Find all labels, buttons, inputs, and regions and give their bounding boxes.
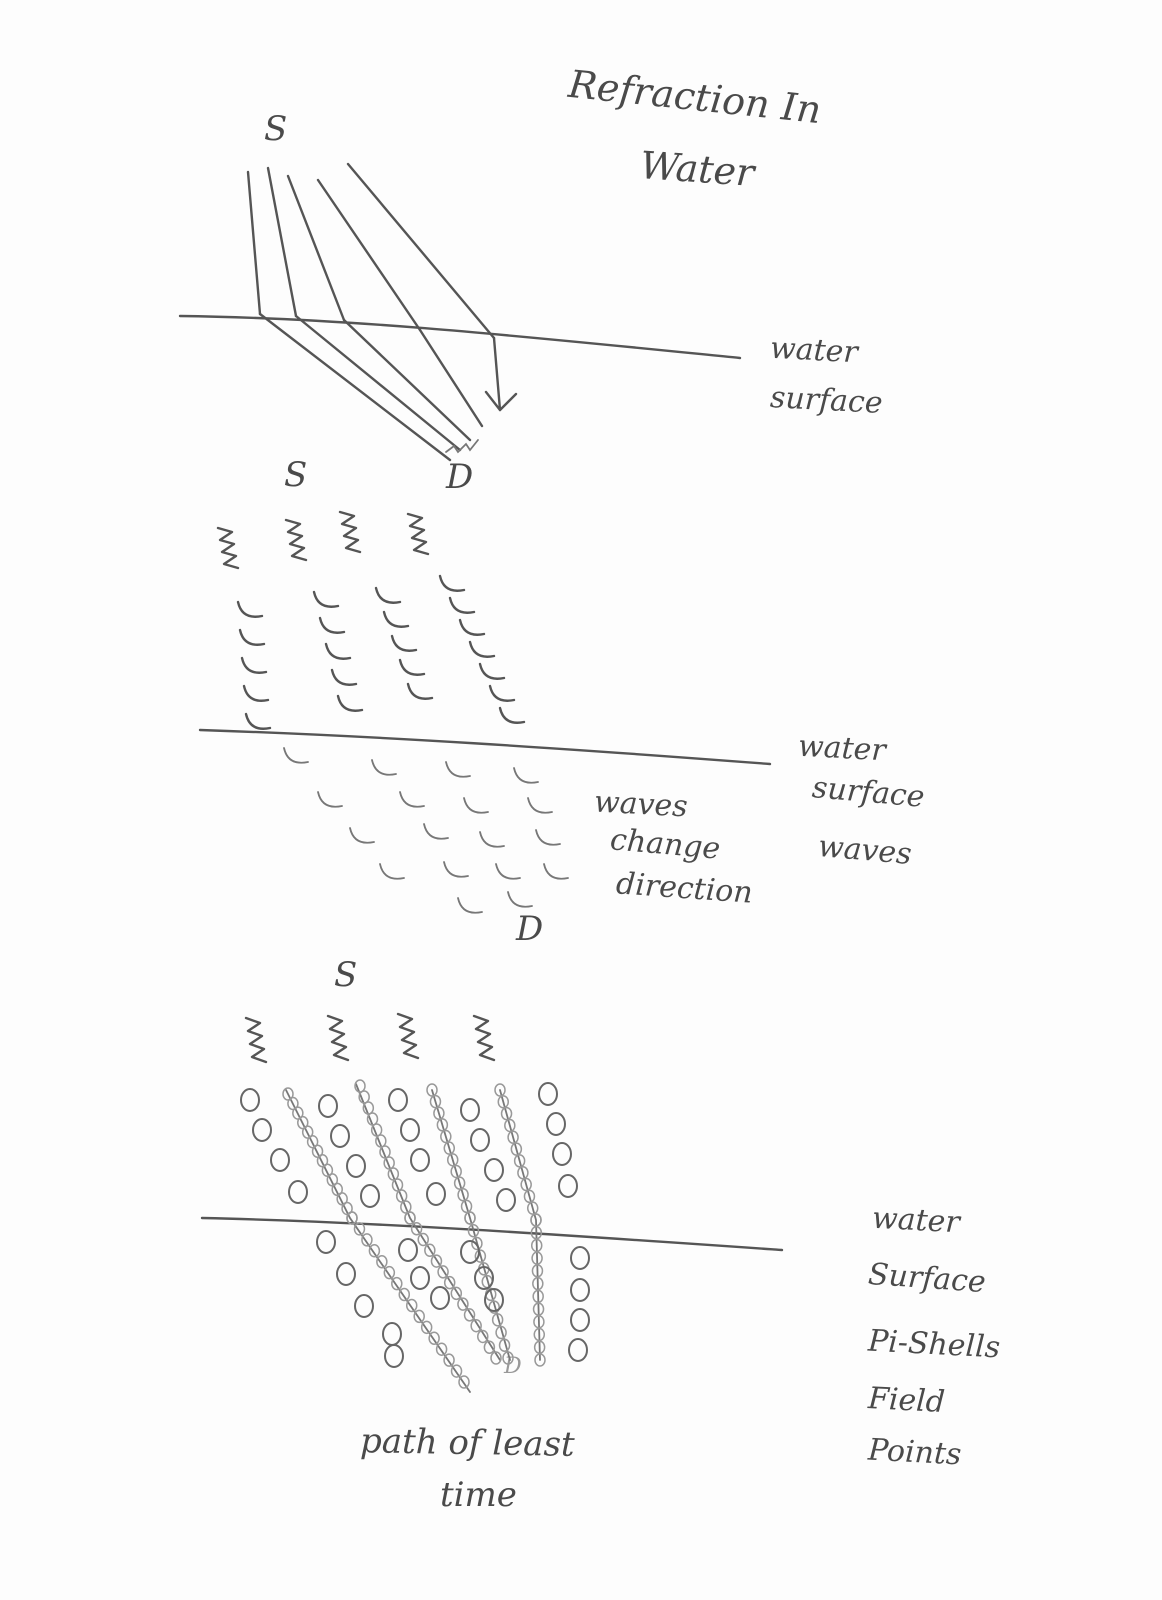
- diagram3-surface-label-line4: Field: [867, 1381, 946, 1420]
- diagram3-source-squiggle-3: [398, 1014, 418, 1058]
- wavefront-arc: [460, 620, 484, 635]
- pi-shell: [383, 1323, 401, 1345]
- pi-shell: [319, 1095, 337, 1117]
- pi-shell: [497, 1189, 515, 1211]
- pi-shell: [271, 1149, 289, 1171]
- title-line2: Water: [638, 143, 756, 195]
- diagram2-source-label: S: [284, 455, 308, 495]
- wavefront-arc: [384, 612, 408, 627]
- wavefront-arc: [314, 592, 338, 607]
- diagram2-surface-label-line2: surface: [810, 770, 926, 815]
- wavefront-arc: [496, 864, 520, 879]
- wavefront-arc: [480, 832, 504, 847]
- diagram1-ray-1-refracted: [260, 314, 450, 460]
- pi-shell: [427, 1183, 445, 1205]
- diagram1-source-label: S: [264, 109, 288, 149]
- wavefront-arc: [380, 864, 404, 879]
- wavefront-arc: [244, 686, 268, 701]
- pi-shell: [355, 1295, 373, 1317]
- wavefront-arc: [376, 588, 400, 603]
- wavefront-arc: [508, 892, 532, 907]
- pi-shell: [289, 1181, 307, 1203]
- wavefront-arc: [446, 762, 470, 777]
- wavefront-arc: [464, 798, 488, 813]
- pi-shell: [241, 1089, 259, 1111]
- diagram1-drawing: [180, 164, 740, 460]
- diagram2-source-squiggle-1: [218, 528, 238, 568]
- pi-shell: [385, 1345, 403, 1367]
- wavefront-arc: [238, 602, 262, 617]
- wavefront-arc: [450, 598, 474, 613]
- diagram1-arrow-head: [486, 392, 516, 410]
- diagram2-drawing: [200, 512, 770, 913]
- diagram1-dest-label: D: [446, 457, 474, 497]
- pi-shell: [369, 1245, 379, 1257]
- pi-shell: [445, 1277, 455, 1289]
- wavefront-arc: [480, 664, 504, 679]
- diagram1-ray-1-incident: [248, 172, 260, 314]
- wavefront-arc: [500, 708, 524, 723]
- pi-shell: [431, 1287, 449, 1309]
- diagram2-dest-label: D: [516, 909, 544, 949]
- diagram2-surface-label-line3: waves: [816, 828, 914, 873]
- pi-shell: [361, 1185, 379, 1207]
- pi-shell: [461, 1099, 479, 1121]
- diagram1-ray-2-incident: [268, 168, 296, 316]
- wavefront-arc: [440, 576, 464, 591]
- diagram2-surface-label-line1: water: [797, 728, 887, 769]
- pi-shell: [414, 1310, 424, 1322]
- wavefront-arc: [338, 696, 362, 711]
- pi-shell: [571, 1247, 589, 1269]
- diagram1-ray-2-refracted: [296, 316, 460, 450]
- diagram2-annotation-line2: change: [608, 822, 722, 867]
- diagram3-source-squiggle-2: [328, 1016, 348, 1060]
- wavefront-arc: [392, 636, 416, 651]
- pi-shell: [437, 1343, 447, 1355]
- wavefront-arc: [326, 644, 350, 659]
- diagram3-source-squiggle-4: [474, 1016, 494, 1060]
- diagram2-source-squiggle-2: [286, 520, 306, 560]
- pi-shell: [337, 1263, 355, 1285]
- wavefront-arc: [332, 670, 356, 685]
- pi-shell: [571, 1279, 589, 1301]
- diagram2-wavefronts: [238, 576, 568, 913]
- pi-shell: [331, 1125, 349, 1147]
- diagram1-ray-5-incident: [348, 164, 494, 338]
- wavefront-arc: [400, 660, 424, 675]
- diagram2-source-squiggle-3: [340, 512, 360, 552]
- diagram3-surface-label-line5: Points: [867, 1432, 963, 1473]
- wavefront-arc: [240, 630, 264, 645]
- pi-shell: [539, 1083, 557, 1105]
- pi-shell: [399, 1289, 409, 1301]
- pi-shell: [317, 1231, 335, 1253]
- diagram2-source-squiggle-4: [408, 514, 428, 554]
- wavefront-arc: [544, 864, 568, 879]
- pi-shell: [471, 1129, 489, 1151]
- diagram3-dest-label: D: [504, 1354, 522, 1379]
- pi-shell: [411, 1267, 429, 1289]
- pi-shell: [399, 1239, 417, 1261]
- pi-shell: [422, 1321, 432, 1333]
- pi-shell: [347, 1155, 365, 1177]
- diagram3-source-label: S: [334, 955, 358, 995]
- diagram3-surface-label-line2: Surface: [866, 1256, 987, 1301]
- pi-shell: [569, 1339, 587, 1361]
- diagram3-source-squiggle-1: [246, 1018, 266, 1062]
- diagram3-caption-line1: path of least: [359, 1421, 575, 1465]
- pi-shell: [547, 1113, 565, 1135]
- diagram1-surface-label-line2: surface: [769, 380, 884, 421]
- pi-shell: [411, 1149, 429, 1171]
- diagram1-water-surface-line: [180, 316, 740, 358]
- diagram3-surface-label-line3: Pi-Shells: [867, 1323, 1001, 1366]
- pi-shell: [559, 1175, 577, 1197]
- wavefront-arc: [424, 824, 448, 839]
- wavefront-arc: [350, 828, 374, 843]
- pi-shell: [377, 1256, 387, 1268]
- pi-shell: [553, 1143, 571, 1165]
- wavefront-arc: [470, 642, 494, 657]
- diagram3-caption-line2: time: [440, 1475, 517, 1515]
- title-line1: Refraction In: [566, 61, 824, 133]
- diagram2-water-surface-line: [200, 730, 770, 764]
- diagram3-water-surface-line: [202, 1218, 782, 1250]
- wavefront-arc: [320, 618, 344, 633]
- pi-shell: [389, 1089, 407, 1111]
- pi-shell: [485, 1159, 503, 1181]
- diagram1-surface-label-line1: water: [769, 330, 859, 371]
- diagram2-annotation-line1: waves: [593, 784, 689, 825]
- pi-shell: [407, 1299, 417, 1311]
- wavefront-arc: [372, 760, 396, 775]
- wavefront-arc: [246, 714, 270, 729]
- diagram1-ray-4-incident: [318, 180, 420, 330]
- diagram1-ray-3-incident: [288, 176, 344, 320]
- wavefront-arc: [408, 684, 432, 699]
- pi-shell: [429, 1332, 439, 1344]
- wavefront-arc: [400, 792, 424, 807]
- wavefront-arc: [514, 768, 538, 783]
- diagram1-ray-5-refracted: [494, 338, 500, 410]
- wavefront-arc: [490, 686, 514, 701]
- wavefront-arc: [528, 798, 552, 813]
- wavefront-arc: [536, 830, 560, 845]
- pi-shell: [401, 1119, 419, 1141]
- wavefront-arc: [318, 792, 342, 807]
- diagram3-surface-label-line1: water: [871, 1200, 961, 1241]
- wavefront-arc: [242, 658, 266, 673]
- diagram3-path-line-2: [356, 1084, 500, 1360]
- diagram3-drawing: [202, 1014, 782, 1392]
- pi-shell: [253, 1119, 271, 1141]
- diagram1-ray-4-refracted: [420, 330, 482, 426]
- pi-shell: [392, 1278, 402, 1290]
- wavefront-arc: [444, 862, 468, 877]
- pi-shell: [384, 1267, 394, 1279]
- pi-shell: [451, 1287, 461, 1299]
- wavefront-arc: [284, 748, 308, 763]
- wavefront-arc: [458, 898, 482, 913]
- diagram2-annotation-line3: direction: [614, 866, 754, 911]
- pi-shell: [571, 1309, 589, 1331]
